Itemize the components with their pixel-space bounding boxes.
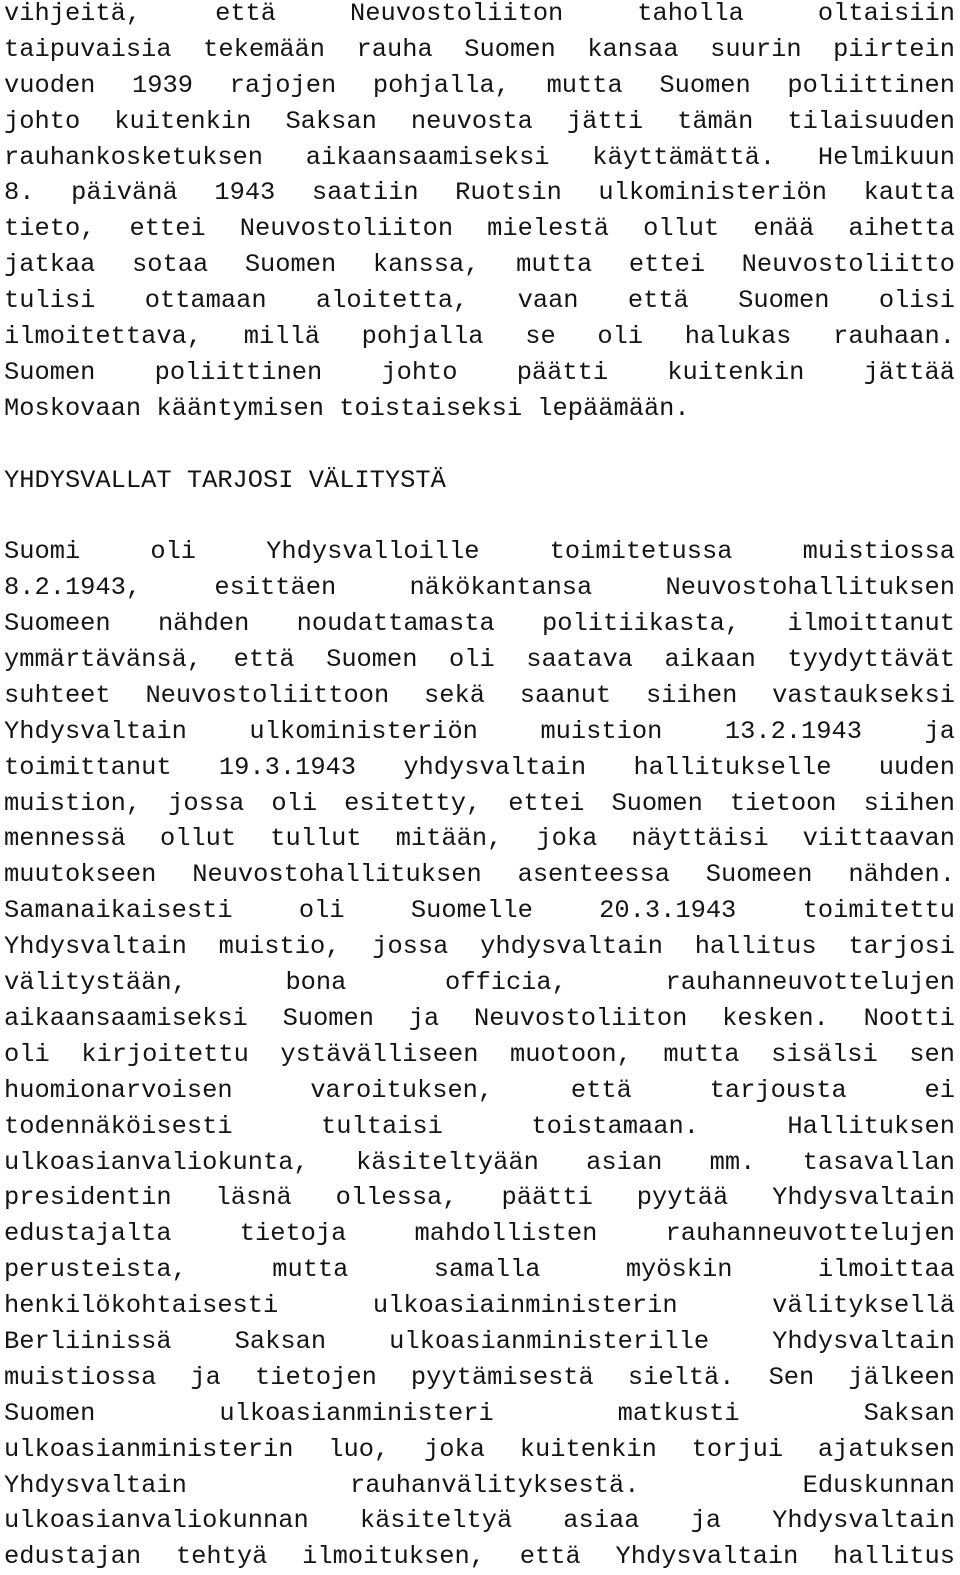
text-line: 8. päivänä 1943 saatiin Ruotsin ulkoministeriön kautta: [4, 178, 955, 208]
text-line: aikaansaamiseksi Suomen ja Neuvostoliiton kesken. Nootti: [4, 1003, 955, 1033]
text-line: jatkaa sotaa Suomen kanssa, mutta ettei Neuvostoliitto: [4, 250, 955, 280]
text-line: Yhdysvaltain muistio, jossa yhdysvaltain hallitus tarjosi: [4, 932, 955, 962]
text-line: Suomen poliittinen johto päätti kuitenkin jättää: [4, 357, 955, 387]
text-line: ilmoitettava, millä pohjalla se oli halukas rauhaan.: [4, 322, 955, 352]
text-line: huomionarvoisen varoituksen, että tarjousta ei: [4, 1075, 955, 1105]
text-line: Yhdysvaltain ulkoministeriön muistion 13.2.1943 ja: [4, 716, 955, 746]
text-line: edustajalta tietoja mahdollisten rauhanneuvottelujen: [4, 1219, 955, 1249]
text-line: muutokseen Neuvostohallituksen asenteessa Suomeen nähden.: [4, 860, 955, 890]
text-line: ulkoasianvaliokunta, käsiteltyään asian mm. tasavallan: [4, 1147, 955, 1177]
text-line: Suomen ulkoasianministeri matkusti Saksan: [4, 1398, 955, 1428]
text-line: 8.2.1943, esittäen näkökantansa Neuvostohallituksen: [4, 573, 955, 603]
text-line: välitystään, bona officia, rauhanneuvottelujen: [4, 968, 955, 998]
paragraph-soviet-feelers: [4, 0, 955, 427]
text-line: rauhankosketuksen aikaansaamiseksi käyttämättä. Helmikuun: [4, 142, 955, 172]
text-line: Yhdysvaltain rauhanvälityksestä. Eduskunnan: [4, 1470, 955, 1500]
text-line: oli kirjoitettu ystävälliseen muotoon, mutta sisälsi sen: [4, 1039, 955, 1069]
text-line: edustajan tehtyä ilmoituksen, että Yhdysvaltain hallitus: [4, 1542, 955, 1572]
section-heading: YHDYSVALLAT TARJOSI VÄLITYSTÄ: [4, 465, 446, 495]
text-line: Suomeen nähden noudattamasta politiikasta, ilmoittanut: [4, 609, 955, 639]
text-line: tieto, ettei Neuvostoliiton mielestä ollut enää aihetta: [4, 214, 955, 244]
text-line: perusteista, mutta samalla myöskin ilmoittaa: [4, 1255, 955, 1285]
text-line: Samanaikaisesti oli Suomelle 20.3.1943 toimitettu: [4, 896, 955, 926]
text-line: presidentin läsnä ollessa, päätti pyytää Yhdysvaltain: [4, 1183, 955, 1213]
text-line: taipuvaisia tekemään rauha Suomen kansaa suurin piirtein: [4, 34, 955, 64]
text-line: muistion, jossa oli esitetty, ettei Suomen tietoon siihen: [4, 788, 955, 818]
text-line: tulisi ottamaan aloitetta, vaan että Suomen olisi: [4, 286, 955, 316]
text-line: Suomi oli Yhdysvalloille toimitetussa muistiossa: [4, 537, 955, 567]
text-line: mennessä ollut tullut mitään, joka näyttäisi viittaavan: [4, 824, 955, 854]
text-line: toimittanut 19.3.1943 yhdysvaltain hallitukselle uuden: [4, 752, 955, 782]
text-line: ulkoasianvaliokunnan käsiteltyä asiaa ja Yhdysvaltain: [4, 1506, 955, 1536]
text-line: vihjeitä, että Neuvostoliiton taholla oltaisiin: [4, 0, 955, 28]
text-line: suhteet Neuvostoliittoon sekä saanut siihen vastaukseksi: [4, 680, 955, 710]
text-line: Berliinissä Saksan ulkoasianministerille Yhdysvaltain: [4, 1326, 955, 1356]
text-line: ulkoasianministerin luo, joka kuitenkin torjui ajatuksen: [4, 1434, 955, 1464]
document-page: [4, 0, 955, 1575]
paragraph-us-mediation: [4, 534, 955, 1575]
text-line: Moskovaan kääntymisen toistaiseksi lepäämään.: [4, 393, 690, 423]
text-line: ymmärtävänsä, että Suomen oli saatava aikaan tyydyttävät: [4, 645, 955, 675]
text-line: muistiossa ja tietojen pyytämisestä sieltä. Sen jälkeen: [4, 1362, 955, 1392]
text-line: vuoden 1939 rajojen pohjalla, mutta Suomen poliittinen: [4, 70, 955, 100]
text-line: johto kuitenkin Saksan neuvosta jätti tämän tilaisuuden: [4, 106, 955, 136]
text-line: todennäköisesti tultaisi toistamaan. Hallituksen: [4, 1111, 955, 1141]
text-line: henkilökohtaisesti ulkoasiainministerin välityksellä: [4, 1291, 955, 1321]
